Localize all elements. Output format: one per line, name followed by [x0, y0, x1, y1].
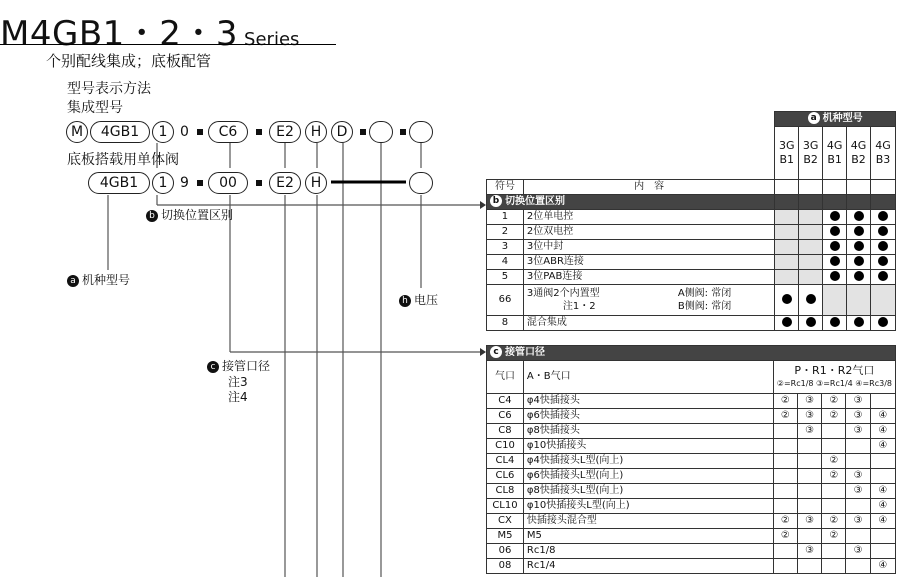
integrated-heading: 集成型号 — [67, 100, 123, 116]
table-row — [487, 224, 896, 239]
code-separator — [360, 129, 366, 135]
column-header-pr-port: P・R1・R2气口 ②=Rc1/8 ③=Rc1/4 ④=Rc3/8 — [773, 361, 895, 394]
code-blank — [409, 121, 433, 143]
table-row — [487, 409, 896, 424]
mark-cell — [773, 424, 797, 439]
row-description: 2位单电控 — [523, 209, 774, 224]
code-digit: 0 — [180, 124, 189, 140]
mark-dot — [878, 211, 888, 221]
mark-dot — [782, 317, 792, 327]
mark-cell — [847, 224, 871, 239]
row-code: M5 — [487, 529, 524, 544]
table-row — [487, 127, 896, 180]
mark-dot — [854, 317, 864, 327]
row-code: 3 — [487, 239, 524, 254]
mark-cell — [775, 239, 799, 254]
mark-cell: ③ — [846, 514, 870, 529]
model-header-cell: a 机种型号 — [775, 112, 896, 127]
code-series-prefix: M — [66, 121, 88, 143]
mark-dot — [830, 211, 840, 221]
table-row — [487, 179, 896, 194]
mark-cell — [799, 315, 823, 330]
code-option: H — [305, 121, 327, 143]
table-row — [487, 269, 896, 284]
table-row — [487, 529, 896, 544]
row-description: M5 — [523, 529, 773, 544]
mark-dot — [782, 294, 792, 304]
mark-cell — [823, 315, 847, 330]
mark-cell: ③ — [846, 484, 870, 499]
annotation-model: a 机种型号 — [67, 271, 130, 288]
row-code: 1 — [487, 209, 524, 224]
mark-cell — [847, 254, 871, 269]
mark-cell — [798, 559, 822, 574]
mark-dot — [878, 317, 888, 327]
mark-cell — [847, 284, 871, 315]
row-description: φ8快插接头 — [523, 424, 773, 439]
mark-cell — [775, 209, 799, 224]
mark-dot — [854, 211, 864, 221]
mark-cell — [846, 559, 870, 574]
row-description: φ10快插接头 — [523, 439, 773, 454]
table-row — [487, 361, 896, 394]
table-row — [487, 254, 896, 269]
mark-cell: ② — [773, 409, 797, 424]
base-heading: 底板搭载用单体阀 — [67, 152, 179, 168]
section-heading: 型号表示方法 — [67, 81, 151, 97]
mark-cell — [871, 224, 896, 239]
base-code-port-size: 00 — [208, 172, 248, 194]
mark-dot — [854, 241, 864, 251]
mark-cell — [871, 209, 896, 224]
mark-cell — [846, 454, 870, 469]
table-row — [487, 209, 896, 224]
mark-cell — [846, 529, 870, 544]
mark-cell — [847, 269, 871, 284]
mark-cell: ② — [822, 529, 846, 544]
mark-cell — [798, 469, 822, 484]
column-header-content: 内 容 — [523, 179, 774, 194]
row-description: 3通阀2个内置型 注1・2 A侧阀: 常闭 B侧阀: 常闭 — [523, 284, 774, 315]
mark-cell — [871, 315, 896, 330]
mark-dot — [878, 226, 888, 236]
row-description: φ10快插接头L型(向上) — [523, 499, 773, 514]
mark-dot — [830, 241, 840, 251]
mark-cell: ④ — [870, 484, 895, 499]
row-description: φ8快插接头L型(向上) — [523, 484, 773, 499]
table-row — [487, 469, 896, 484]
mark-cell — [822, 439, 846, 454]
mark-cell — [822, 544, 846, 559]
code-separator — [400, 129, 406, 135]
mark-dot — [806, 317, 816, 327]
mark-dot — [878, 241, 888, 251]
mark-cell — [798, 454, 822, 469]
mark-cell — [823, 239, 847, 254]
mark-cell — [773, 469, 797, 484]
row-code: 5 — [487, 269, 524, 284]
mark-cell — [871, 239, 896, 254]
model-column-header: 4GB2 — [847, 127, 871, 180]
mark-cell — [799, 269, 823, 284]
mark-cell — [822, 559, 846, 574]
code-switch-position: 1 — [152, 121, 174, 143]
table-row — [487, 559, 896, 574]
mark-cell: ④ — [870, 514, 895, 529]
mark-dot — [830, 226, 840, 236]
mark-cell — [823, 224, 847, 239]
mark-cell: ② — [773, 394, 797, 409]
mark-cell — [823, 269, 847, 284]
mark-cell: ③ — [798, 514, 822, 529]
mark-cell: ④ — [870, 499, 895, 514]
mark-cell: ② — [773, 529, 797, 544]
mark-cell — [799, 254, 823, 269]
section-header: c 接管口径 — [487, 346, 896, 361]
mark-dot — [830, 317, 840, 327]
mark-cell: ③ — [846, 544, 870, 559]
mark-cell: ③ — [798, 409, 822, 424]
mark-cell — [870, 469, 895, 484]
code-model: 4GB1 — [90, 121, 150, 143]
table-row — [487, 112, 896, 127]
mark-cell — [846, 439, 870, 454]
row-code: C4 — [487, 394, 524, 409]
mark-cell — [822, 424, 846, 439]
table-row — [487, 394, 896, 409]
mark-cell: ③ — [846, 424, 870, 439]
mark-cell: ② — [822, 514, 846, 529]
mark-dot — [830, 271, 840, 281]
mark-dot — [878, 271, 888, 281]
mark-cell — [798, 529, 822, 544]
mark-cell: ③ — [798, 424, 822, 439]
row-code: CL4 — [487, 454, 524, 469]
mark-cell — [798, 439, 822, 454]
row-code: CX — [487, 514, 524, 529]
model-column-header: 3GB2 — [799, 127, 823, 180]
table-row — [487, 239, 896, 254]
row-description: φ4快插接头L型(向上) — [523, 454, 773, 469]
base-code-digit: 9 — [180, 175, 189, 191]
annotation-note3: 注3 — [228, 375, 248, 389]
model-column-header: 4GB3 — [871, 127, 896, 180]
code-separator — [197, 129, 203, 135]
mark-cell — [871, 284, 896, 315]
row-description: 2位双电控 — [523, 224, 774, 239]
base-code-model: 4GB1 — [88, 172, 150, 194]
row-code: 4 — [487, 254, 524, 269]
mark-cell: ② — [822, 409, 846, 424]
mark-cell: ③ — [846, 394, 870, 409]
mark-cell — [799, 224, 823, 239]
mark-cell — [773, 439, 797, 454]
mark-cell — [847, 209, 871, 224]
subtitle: 个别配线集成；底板配管 — [46, 52, 212, 70]
mark-cell — [773, 499, 797, 514]
row-code: CL8 — [487, 484, 524, 499]
table-row — [487, 439, 896, 454]
code-port-size: C6 — [208, 121, 248, 143]
row-code: 06 — [487, 544, 524, 559]
mark-cell — [773, 559, 797, 574]
mark-cell — [799, 239, 823, 254]
column-header-ab-port: A・B气口 — [523, 361, 773, 394]
mark-cell — [870, 544, 895, 559]
annotation-note4: 注4 — [228, 390, 248, 404]
mark-cell — [775, 315, 799, 330]
mark-cell — [775, 269, 799, 284]
code-separator — [256, 180, 262, 186]
row-description: φ4快插接头 — [523, 394, 773, 409]
mark-cell — [798, 499, 822, 514]
annotation-voltage: h 电压 — [399, 291, 438, 308]
mark-cell — [822, 499, 846, 514]
base-code-option: E2 — [269, 172, 301, 194]
row-description: 混合集成 — [523, 315, 774, 330]
row-code: C6 — [487, 409, 524, 424]
mark-cell — [870, 529, 895, 544]
code-option: D — [331, 121, 353, 143]
row-code: C8 — [487, 424, 524, 439]
row-code: 2 — [487, 224, 524, 239]
mark-cell — [846, 499, 870, 514]
mark-cell — [773, 544, 797, 559]
mark-cell — [871, 269, 896, 284]
row-description: 3位中封 — [523, 239, 774, 254]
mark-dot — [806, 294, 816, 304]
column-header-code: 符号 — [487, 179, 524, 194]
mark-cell — [798, 484, 822, 499]
mark-cell: ② — [822, 469, 846, 484]
row-description: 快插接头混合型 — [523, 514, 773, 529]
mark-cell: ③ — [798, 544, 822, 559]
table-row — [487, 454, 896, 469]
table-row — [487, 424, 896, 439]
mark-cell: ④ — [870, 424, 895, 439]
mark-cell: ④ — [870, 439, 895, 454]
mark-cell — [823, 254, 847, 269]
column-header-port: 气口 — [487, 361, 524, 394]
mark-cell — [775, 284, 799, 315]
title-main: M4GB1・2・3 — [0, 14, 239, 54]
mark-cell: ② — [822, 394, 846, 409]
row-description: φ6快插接头L型(向上) — [523, 469, 773, 484]
row-code: 08 — [487, 559, 524, 574]
table-row — [487, 284, 896, 315]
mark-cell — [847, 315, 871, 330]
row-description: φ6快插接头 — [523, 409, 773, 424]
mark-cell — [870, 454, 895, 469]
mark-cell — [870, 394, 895, 409]
mark-cell: ③ — [798, 394, 822, 409]
mark-cell: ③ — [846, 469, 870, 484]
mark-dot — [830, 256, 840, 266]
row-description: 3位PAB连接 — [523, 269, 774, 284]
code-option: E2 — [269, 121, 301, 143]
mark-cell — [773, 484, 797, 499]
table-row — [487, 315, 896, 330]
mark-cell: ③ — [846, 409, 870, 424]
row-description: Rc1/8 — [523, 544, 773, 559]
row-code: CL6 — [487, 469, 524, 484]
switch-position-table — [486, 111, 896, 331]
port-size-table — [486, 345, 896, 574]
mark-cell — [847, 239, 871, 254]
mark-cell — [871, 254, 896, 269]
code-separator — [197, 180, 203, 186]
base-code-option: H — [305, 172, 327, 194]
table-row — [487, 514, 896, 529]
annotation-switch-position: b 切换位置区别 — [146, 206, 233, 223]
model-column-header: 3GB1 — [775, 127, 799, 180]
mark-cell: ④ — [870, 409, 895, 424]
row-code: C10 — [487, 439, 524, 454]
table-row — [487, 484, 896, 499]
base-code-switch-position: 1 — [152, 172, 174, 194]
mark-cell — [799, 284, 823, 315]
mark-cell — [775, 224, 799, 239]
row-code: 8 — [487, 315, 524, 330]
mark-cell — [822, 484, 846, 499]
table-row — [487, 544, 896, 559]
base-code-blank — [409, 172, 433, 194]
code-separator — [256, 129, 262, 135]
code-blank — [369, 121, 393, 143]
mark-cell — [775, 254, 799, 269]
row-code: CL10 — [487, 499, 524, 514]
row-description: 3位ABR连接 — [523, 254, 774, 269]
mark-dot — [878, 256, 888, 266]
mark-cell — [823, 209, 847, 224]
row-code: 66 — [487, 284, 524, 315]
mark-cell — [799, 209, 823, 224]
table-row — [487, 499, 896, 514]
mark-cell — [823, 284, 847, 315]
model-column-header: 4GB1 — [823, 127, 847, 180]
mark-cell — [773, 454, 797, 469]
title-suffix: Series — [244, 29, 300, 50]
mark-dot — [854, 256, 864, 266]
mark-cell: ② — [773, 514, 797, 529]
mark-dot — [854, 226, 864, 236]
mark-cell: ② — [822, 454, 846, 469]
mark-cell: ④ — [870, 559, 895, 574]
annotation-port-size: c 接管口径 — [207, 357, 270, 374]
section-header: b 切换位置区别 — [487, 194, 896, 209]
mark-dot — [854, 271, 864, 281]
row-description: Rc1/4 — [523, 559, 773, 574]
